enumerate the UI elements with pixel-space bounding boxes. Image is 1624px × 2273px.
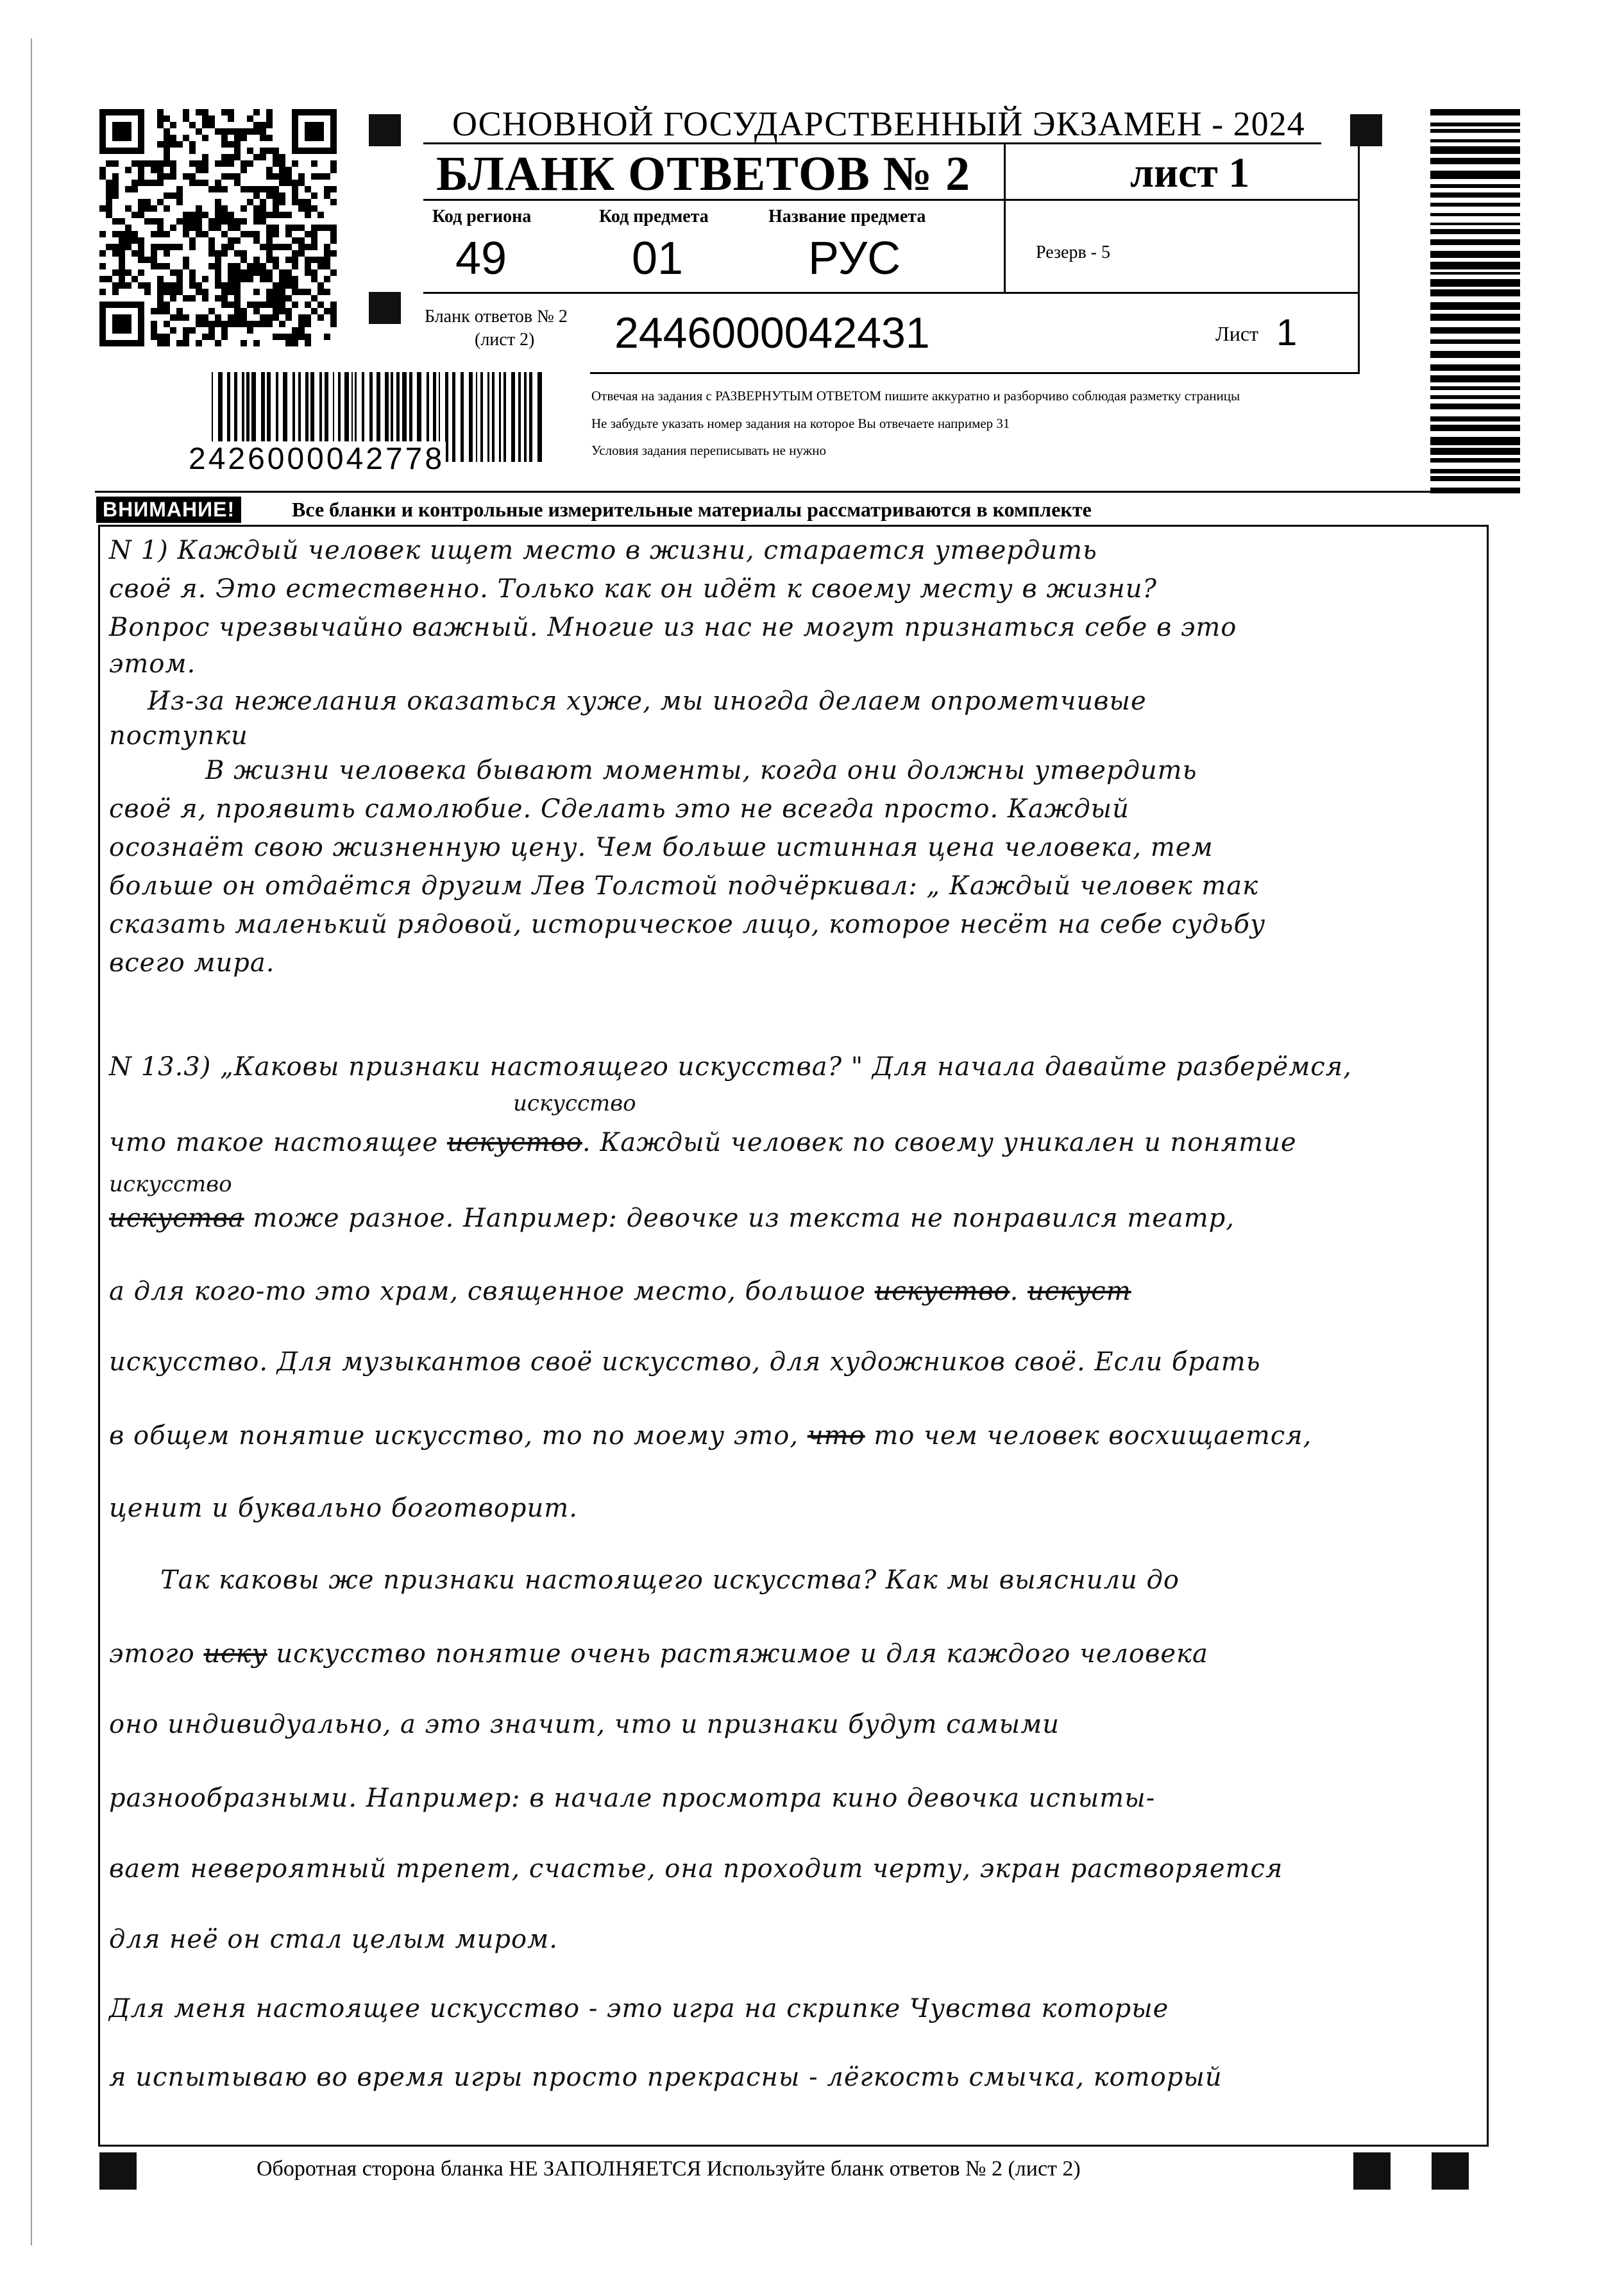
registration-mark: [369, 292, 401, 324]
struck-word: искуства: [109, 1204, 244, 1233]
registration-mark: [369, 114, 401, 146]
struck-word: что: [807, 1421, 865, 1451]
answer-line: а для кого-то это храм, священное место, большое искуство. искуст: [109, 1277, 1131, 1306]
answer-line: осознаёт свою жизненную цену. Чем больше истинная цена человека, тем: [109, 833, 1214, 862]
instruction-1: Отвечая на задания с РАЗВЕРНУТЫМ ОТВЕТОМ пишите аккуратно и разборчиво соблюдая разметку страницы: [591, 388, 1240, 404]
registration-mark: [1350, 114, 1382, 146]
struck-word: искуство: [874, 1277, 1010, 1306]
answer-line: этого иску искусство понятие очень растяжимое и для каждого человека: [109, 1639, 1208, 1669]
answer-line: своё я. Это естественно. Только как он идёт к своему месту в жизни?: [109, 574, 1157, 604]
answer-line: всего мира.: [109, 948, 275, 978]
barcode-number: 2426000042778: [189, 442, 445, 476]
instruction-3: Условия задания переписывать не нужно: [591, 443, 826, 458]
side-barcode: [1430, 109, 1520, 494]
subject-code-value: 01: [632, 233, 684, 284]
answer-line: этом.: [109, 649, 196, 679]
instruction-2: Не забудьте указать номер задания на которое Вы отвечаете например 31: [591, 416, 1010, 431]
header-rule: [423, 292, 1360, 294]
form-title: БЛАНК ОТВЕТОВ № 2: [436, 147, 971, 201]
answer-line: искусство. Для музыкантов своё искусство, для художников своё. Если брать: [109, 1347, 1261, 1377]
form-ref-label-2: (лист 2): [475, 330, 535, 350]
divider: [1004, 144, 1006, 292]
exam-title: ОСНОВНОЙ ГОСУДАРСТВЕННЫЙ ЭКЗАМЕН - 2024: [452, 105, 1305, 143]
answer-line: оно индивидуально, а это значит, что и признаки будут самыми: [109, 1710, 1060, 1739]
answer-line: Вопрос чрезвычайно важный. Многие из нас не могут признаться себе в это: [109, 613, 1237, 642]
attention-text: Все бланки и контрольные измерительные материалы рассматриваются в комплекте: [292, 498, 1092, 521]
struck-word: искуство: [446, 1128, 582, 1157]
answer-line: я испытываю во время игры просто прекрасны - лёгкость смычка, который: [109, 2063, 1222, 2092]
form-number: 2446000042431: [614, 309, 930, 357]
answer-line: больше он отдаётся другим Лев Толстой подчёркивал: „ Каждый человек так: [109, 871, 1258, 901]
attention-badge: ВНИМАНИЕ!: [96, 497, 241, 523]
reserve-label: Резерв - 5: [1036, 243, 1111, 262]
correction-above: искусство: [109, 1171, 232, 1197]
page-edge-line: [31, 38, 32, 2245]
header-rule: [590, 372, 1360, 374]
correction-above: искусство: [513, 1091, 636, 1116]
answer-line: что такое настоящее искуство. Каждый человек по своему уникален и понятие: [109, 1128, 1297, 1157]
answer-line: искуства тоже разное. Например: девочке из текста не понравился театр,: [109, 1204, 1235, 1233]
registration-mark: [1432, 2152, 1469, 2190]
answer-line: сказать маленький рядовой, историческое лицо, которое несёт на себе судьбу: [109, 910, 1266, 939]
header-rule: [95, 491, 1519, 493]
answer-line: Для меня настоящее искусство - это игра на скрипке Чувства которые: [109, 1994, 1169, 2023]
answer-line: В жизни человека бывают моменты, когда они должны утвердить: [205, 756, 1197, 785]
answer-line: своё я, проявить самолюбие. Сделать это не всегда просто. Каждый: [109, 794, 1129, 824]
list-value: 1: [1276, 312, 1298, 353]
qr-code: [99, 109, 337, 346]
region-label: Код региона: [432, 207, 532, 226]
region-value: 49: [455, 233, 507, 284]
answer-line: поступки: [109, 721, 248, 751]
subject-name-value: РУС: [808, 233, 901, 284]
sheet-label: лист 1: [1130, 149, 1250, 196]
form-ref-label: Бланк ответов № 2: [425, 307, 568, 327]
answer-line: разнообразными. Например: в начале просмотра кино девочка испыты-: [109, 1783, 1156, 1813]
answer-line: N 13.3) „Каковы признаки настоящего искусства? " Для начала давайте разберёмся,: [109, 1052, 1352, 1082]
registration-mark: [99, 2152, 137, 2190]
answer-line: для неё он стал целым миром.: [109, 1925, 558, 1954]
struck-word: иску: [203, 1639, 267, 1669]
answer-line: Из-за нежелания оказаться хуже, мы иногда делаем опрометчивые: [148, 686, 1147, 716]
struck-word: искуст: [1028, 1277, 1131, 1306]
subject-name-label: Название предмета: [768, 207, 926, 226]
footer-note: Оборотная сторона бланка НЕ ЗАПОЛНЯЕТСЯ Используйте бланк ответов № 2 (лист 2): [257, 2157, 1081, 2181]
answer-line: в общем понятие искусство, то по моему это, что то чем человек восхищается,: [109, 1421, 1312, 1451]
answer-line: вает невероятный трепет, счастье, она проходит черту, экран растворяется: [109, 1854, 1283, 1884]
subject-code-label: Код предмета: [599, 207, 709, 226]
registration-mark: [1353, 2152, 1391, 2190]
answer-line: N 1) Каждый человек ищет место в жизни, старается утвердить: [109, 536, 1097, 565]
answer-line: ценит и буквально боготворит.: [109, 1494, 578, 1523]
list-label: Лист: [1215, 322, 1259, 345]
answer-line: Так каковы же признаки настоящего искусства? Как мы выяснили до: [160, 1565, 1180, 1595]
divider: [1358, 144, 1360, 372]
